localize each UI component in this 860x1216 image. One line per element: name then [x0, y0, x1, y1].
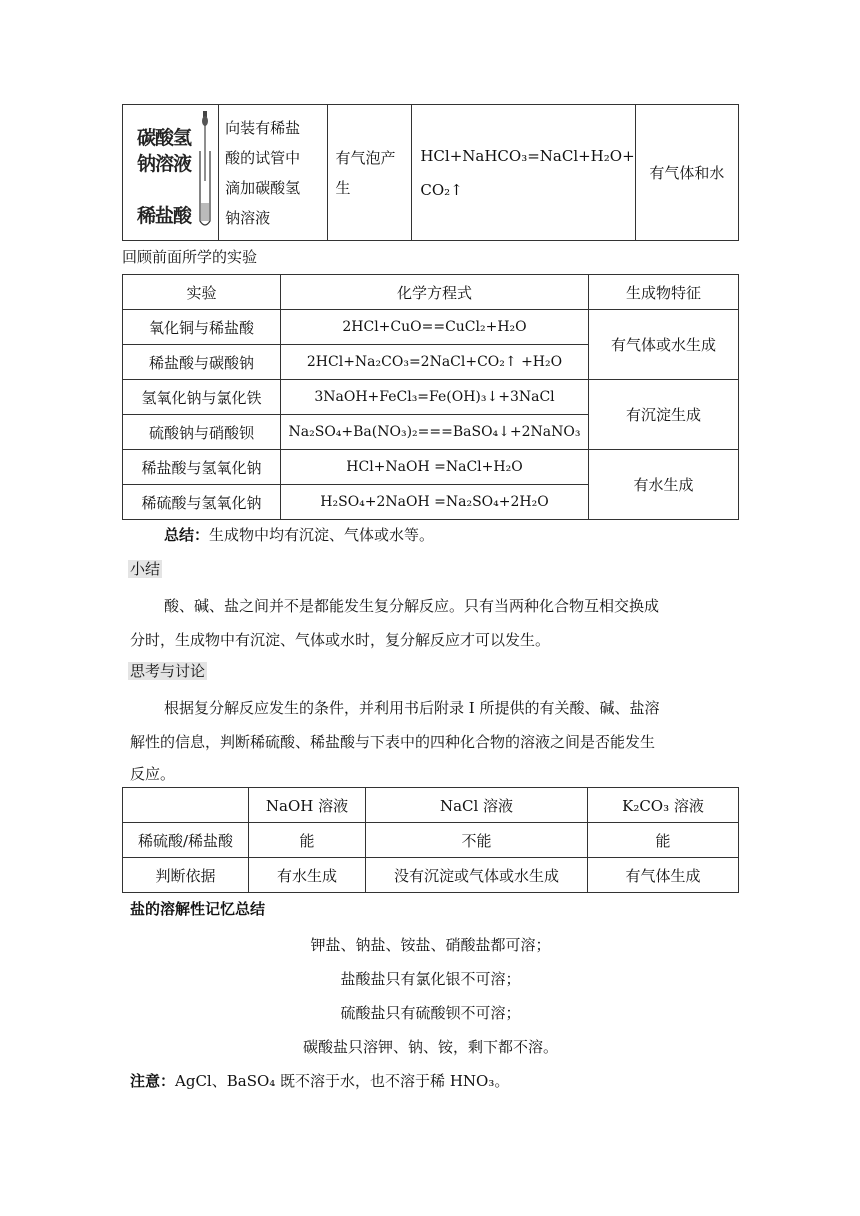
- experiment-cell: 稀硫酸与氢氧化钠: [123, 485, 281, 520]
- paragraph-line: 分时，生成物中有沉淀、气体或水时，复分解反应才可以发生。: [130, 631, 551, 649]
- discussion-table: [122, 787, 739, 893]
- summary-text: 生成物中均有沉淀、气体或水等。: [209, 526, 435, 544]
- section-heading-discuss: [128, 660, 207, 681]
- table-cell: 稀硫酸/稀盐酸: [123, 823, 249, 858]
- solubility-line: 硫酸盐只有硫酸钡不可溶；: [340, 1004, 521, 1022]
- summary-line: [164, 524, 434, 545]
- table-cell: 能: [588, 823, 739, 858]
- operation-line: 钠溶液: [225, 208, 271, 227]
- table-cell: 能: [249, 823, 366, 858]
- solubility-title: 盐的溶解性记忆总结: [130, 900, 266, 918]
- review-intro: 回顾前面所学的实验: [122, 248, 258, 266]
- table-cell: 没有沉淀或气体或水生成: [366, 858, 588, 893]
- operation-line: 滴加碳酸氢: [225, 178, 301, 197]
- column-header: 生成物特征: [589, 275, 739, 310]
- equation-line: HCl+NaHCO₃=NaCl+H₂O+: [420, 146, 635, 165]
- table-header-row: [123, 275, 739, 310]
- table-cell: 不能: [366, 823, 588, 858]
- solubility-line: 盐酸盐只有氯化银不可溶；: [340, 970, 521, 988]
- equation-cell: 2HCl+Na₂CO₃=2NaCl+CO₂↑ +H₂O: [281, 345, 589, 380]
- table-row: [123, 310, 739, 345]
- feature-cell: 有沉淀生成: [589, 380, 739, 450]
- feature-cell: 有水生成: [589, 450, 739, 520]
- note-text: AgCl、BaSO₄ 既不溶于水，也不溶于稀 HNO₃。: [175, 1072, 510, 1090]
- table-cell: 有水生成: [249, 858, 366, 893]
- column-header: [123, 788, 249, 823]
- paragraph-line: 反应。: [130, 765, 176, 783]
- test-tube-icon: [199, 111, 211, 229]
- experiment-cell: 稀盐酸与碳酸钠: [123, 345, 281, 380]
- summary-label: 总结：: [164, 526, 210, 544]
- experiment-cell: 稀盐酸与氢氧化钠: [123, 450, 281, 485]
- review-table: [122, 274, 739, 520]
- phenomenon-cell: [327, 105, 412, 241]
- equation-cell: HCl+NaOH =NaCl+H₂O: [281, 450, 589, 485]
- paragraph-line: 解性的信息，判断稀硫酸、稀盐酸与下表中的四种化合物的溶液之间是否能发生: [130, 733, 656, 751]
- experiment-cell: 硫酸钠与硝酸钡: [123, 415, 281, 450]
- operation-line: 酸的试管中: [225, 148, 301, 167]
- solubility-line: 碳酸盐只溶钾、钠、铵，剩下都不溶。: [302, 1038, 558, 1056]
- section-title: 思考与讨论: [130, 662, 206, 680]
- note-line: [130, 1070, 509, 1091]
- equation-line: CO₂↑: [420, 180, 463, 199]
- paragraph-line: 酸、碱、盐之间并不是都能发生复分解反应。只有当两种化合物互相交换成: [164, 597, 660, 615]
- equation-cell: H₂SO₄+2NaOH =Na₂SO₄+2H₂O: [281, 485, 589, 520]
- phenomenon-line: 有气泡产: [335, 148, 396, 167]
- result-cell: 有气体和水: [635, 105, 738, 241]
- equation-cell: Na₂SO₄+Ba(NO₃)₂===BaSO₄↓+2NaNO₃: [281, 415, 589, 450]
- image-label: 碳酸氢: [137, 127, 192, 149]
- paragraph-line: 根据复分解反应发生的条件，并利用书后附录 I 所提供的有关酸、碱、盐溶: [164, 699, 660, 717]
- table-row: [123, 105, 739, 241]
- column-header: K₂CO₃ 溶液: [588, 788, 739, 823]
- section-heading-summary: [128, 558, 162, 579]
- table-header-row: [123, 788, 739, 823]
- experiment-cell: 氧化铜与稀盐酸: [123, 310, 281, 345]
- table-row: [123, 858, 739, 893]
- section-title: 小结: [130, 560, 161, 578]
- table-row: [123, 823, 739, 858]
- column-header: NaCl 溶液: [366, 788, 588, 823]
- operation-cell: [219, 105, 327, 241]
- equation-cell: [412, 105, 635, 241]
- image-label: 钠溶液: [137, 153, 192, 175]
- table-cell: 有气体生成: [588, 858, 739, 893]
- operation-line: 向装有稀盐: [225, 118, 301, 137]
- phenomenon-line: 生: [335, 178, 351, 197]
- note-label: 注意：: [130, 1072, 176, 1090]
- experiment-cell: 氢氧化钠与氯化铁: [123, 380, 281, 415]
- table-row: [123, 380, 739, 415]
- column-header: 实验: [123, 275, 281, 310]
- experiment-table: [122, 104, 739, 241]
- test-tube-illustration: [123, 105, 219, 241]
- image-label: 稀盐酸: [137, 205, 192, 227]
- table-cell: 判断依据: [123, 858, 249, 893]
- solubility-line: 钾盐、钠盐、铵盐、硝酸盐都可溶；: [310, 936, 551, 954]
- column-header: 化学方程式: [281, 275, 589, 310]
- column-header: NaOH 溶液: [249, 788, 366, 823]
- table-row: [123, 450, 739, 485]
- equation-cell: 2HCl+CuO==CuCl₂+H₂O: [281, 310, 589, 345]
- feature-cell: 有气体或水生成: [589, 310, 739, 380]
- equation-cell: 3NaOH+FeCl₃=Fe(OH)₃↓+3NaCl: [281, 380, 589, 415]
